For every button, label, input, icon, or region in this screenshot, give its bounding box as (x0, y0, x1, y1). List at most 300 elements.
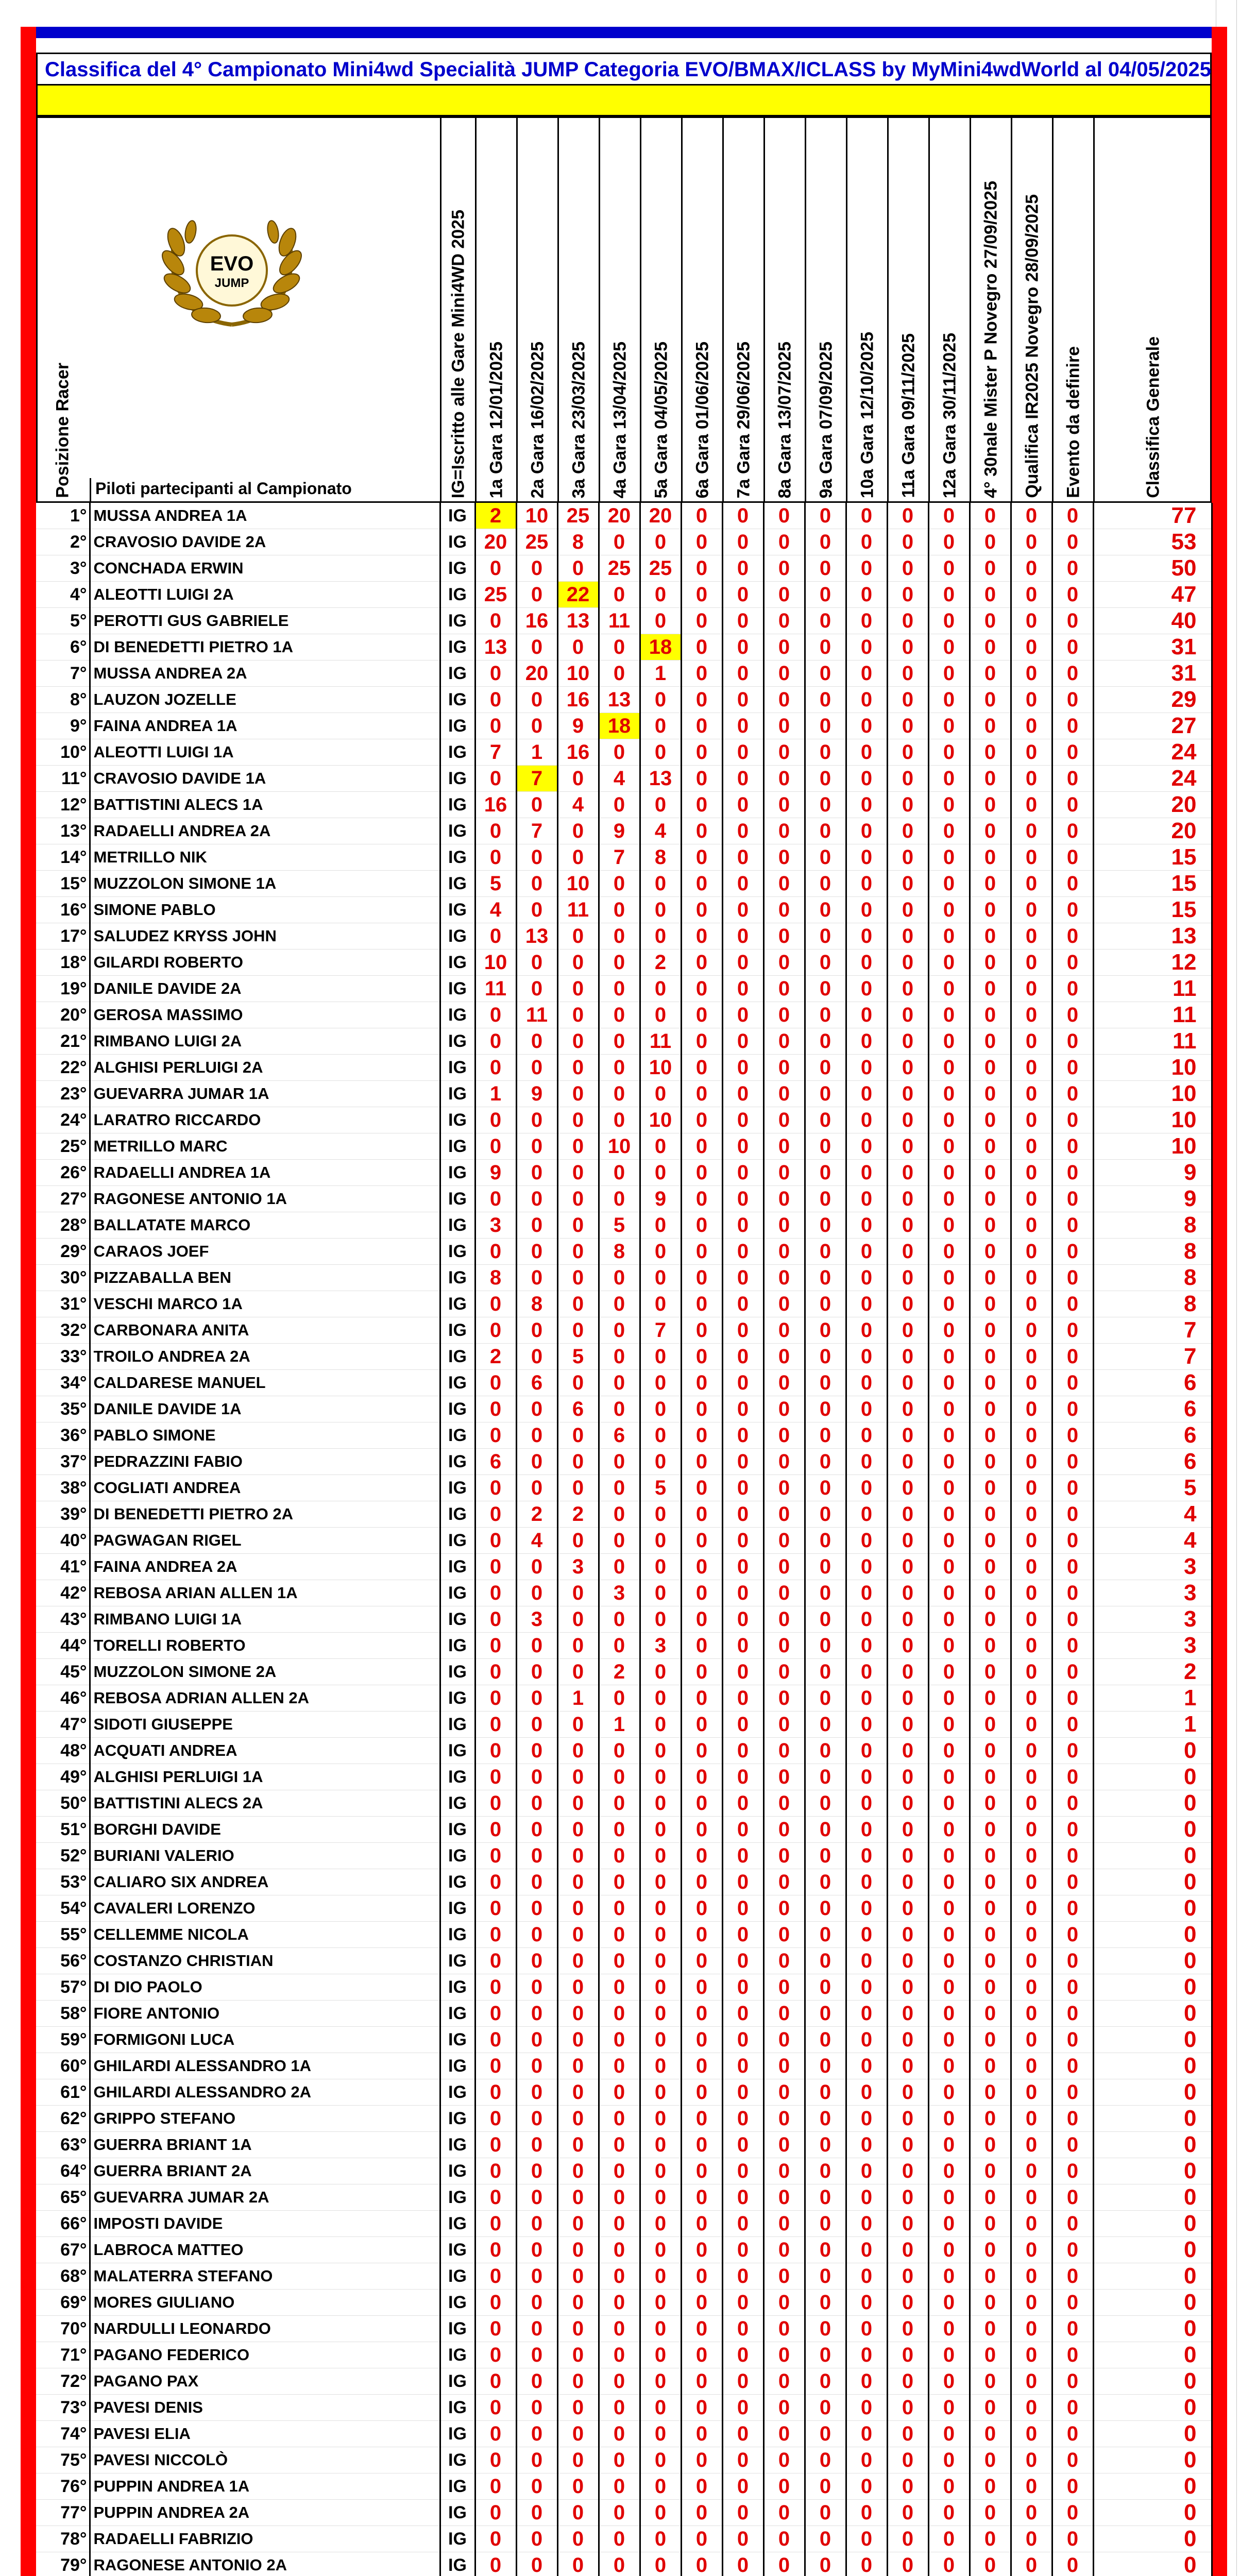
score-cell: 0 (475, 1659, 516, 1685)
score-cell: 0 (722, 2316, 763, 2342)
score-cell: 0 (970, 2526, 1011, 2552)
score-cell: 0 (805, 2158, 846, 2184)
score-cell: 0 (516, 2132, 557, 2158)
score-cell: 0 (557, 1212, 599, 1239)
pilot-name-cell: ALGHISI PERLUIGI 1A (90, 1764, 440, 1790)
score-cell: 0 (640, 923, 681, 950)
score-cell: 7 (599, 844, 640, 871)
pilot-name-cell: FAINA ANDREA 1A (90, 713, 440, 739)
ig-cell: IG (440, 2132, 475, 2158)
score-cell: 0 (722, 818, 763, 844)
score-cell: 0 (557, 1817, 599, 1843)
score-cell: 0 (722, 1764, 763, 1790)
score-cell: 0 (640, 1133, 681, 1160)
position-cell: 34° (36, 1370, 90, 1396)
score-cell: 0 (846, 2263, 887, 2290)
score-cell: 0 (681, 713, 722, 739)
position-cell: 65° (36, 2184, 90, 2211)
table-row (36, 844, 1212, 871)
score-cell: 0 (1052, 1790, 1093, 1817)
score-cell: 0 (516, 1869, 557, 1895)
score-cell: 1 (557, 1685, 599, 1711)
total-cell: 0 (1093, 2158, 1212, 2184)
pilot-name-cell: PAVESI ELIA (90, 2421, 440, 2447)
score-cell: 0 (599, 1028, 640, 1055)
score-cell: 0 (805, 1738, 846, 1764)
position-cell: 6° (36, 634, 90, 660)
header-race-5-label: 5a Gara 04/05/2025 (651, 341, 671, 498)
score-cell: 0 (887, 2132, 928, 2158)
score-cell: 0 (846, 950, 887, 976)
ig-cell: IG (440, 2053, 475, 2079)
score-cell: 0 (805, 2368, 846, 2395)
ig-cell: IG (440, 818, 475, 844)
table-row (36, 1239, 1212, 1265)
score-cell: 0 (805, 555, 846, 582)
score-cell: 0 (970, 2552, 1011, 2576)
ig-cell: IG (440, 1317, 475, 1344)
score-cell: 0 (928, 1528, 970, 1554)
score-cell: 0 (970, 1948, 1011, 1974)
score-cell: 13 (640, 766, 681, 792)
score-cell: 0 (516, 1843, 557, 1869)
score-cell: 0 (928, 2237, 970, 2263)
score-cell: 0 (928, 2053, 970, 2079)
score-cell: 0 (557, 1922, 599, 1948)
score-cell: 0 (970, 2447, 1011, 2473)
table-row (36, 976, 1212, 1002)
table-row (36, 2211, 1212, 2237)
score-cell: 0 (599, 950, 640, 976)
total-cell: 0 (1093, 2447, 1212, 2473)
position-cell: 29° (36, 1239, 90, 1265)
table-row (36, 687, 1212, 713)
total-cell: 2 (1093, 1659, 1212, 1685)
ig-cell: IG (440, 1449, 475, 1475)
score-cell: 1 (475, 1081, 516, 1107)
score-cell: 0 (681, 1370, 722, 1396)
score-cell: 0 (1011, 2001, 1052, 2027)
total-cell: 50 (1093, 555, 1212, 582)
score-cell: 0 (1011, 1133, 1052, 1160)
score-cell: 0 (846, 1212, 887, 1239)
score-cell: 0 (599, 1790, 640, 1817)
score-cell: 0 (475, 1396, 516, 1422)
score-cell: 9 (557, 713, 599, 739)
score-cell: 0 (516, 1265, 557, 1291)
score-cell: 0 (846, 1133, 887, 1160)
position-cell: 70° (36, 2316, 90, 2342)
score-cell: 0 (805, 950, 846, 976)
position-cell: 11° (36, 766, 90, 792)
score-cell: 0 (846, 1475, 887, 1501)
position-cell: 43° (36, 1606, 90, 1633)
pilot-name-cell: GEROSA MASSIMO (90, 1002, 440, 1028)
score-cell: 0 (516, 2526, 557, 2552)
score-cell: 8 (640, 844, 681, 871)
total-cell: 12 (1093, 950, 1212, 976)
score-cell: 0 (516, 1790, 557, 1817)
table-row (36, 1948, 1212, 1974)
pilot-name-cell: RADAELLI ANDREA 2A (90, 818, 440, 844)
score-cell: 0 (557, 1869, 599, 1895)
score-cell: 0 (928, 529, 970, 555)
score-cell: 0 (1011, 1948, 1052, 1974)
score-cell: 0 (763, 871, 805, 897)
score-cell: 0 (681, 1869, 722, 1895)
pilot-name-cell: PAVESI DENIS (90, 2395, 440, 2421)
ig-cell: IG (440, 1922, 475, 1948)
score-cell: 1 (640, 660, 681, 687)
score-cell: 5 (599, 1212, 640, 1239)
score-cell: 0 (475, 2027, 516, 2053)
score-cell: 0 (846, 503, 887, 529)
pilot-name-cell: RIMBANO LUIGI 2A (90, 1028, 440, 1055)
score-cell: 0 (1052, 1186, 1093, 1212)
score-cell: 0 (887, 1659, 928, 1685)
total-cell: 24 (1093, 766, 1212, 792)
score-cell: 0 (887, 2316, 928, 2342)
ig-cell: IG (440, 1501, 475, 1528)
score-cell: 0 (681, 1580, 722, 1606)
score-cell: 0 (763, 687, 805, 713)
score-cell: 0 (722, 608, 763, 634)
score-cell: 0 (640, 1580, 681, 1606)
score-cell: 0 (516, 713, 557, 739)
score-cell: 0 (640, 529, 681, 555)
ig-cell: IG (440, 976, 475, 1002)
score-cell: 0 (1052, 1974, 1093, 2001)
score-cell: 0 (1052, 897, 1093, 923)
score-cell: 0 (887, 555, 928, 582)
score-cell: 0 (763, 1028, 805, 1055)
score-cell: 0 (516, 2001, 557, 2027)
header-race-13-label: 4° 30nale Mister P Novegro 27/09/2025 (981, 181, 1000, 498)
score-cell: 0 (722, 2526, 763, 2552)
score-cell: 0 (722, 1028, 763, 1055)
score-cell: 16 (516, 608, 557, 634)
score-cell: 0 (846, 2290, 887, 2316)
score-cell: 0 (928, 1449, 970, 1475)
score-cell: 0 (516, 2079, 557, 2106)
score-cell: 0 (928, 634, 970, 660)
score-cell: 11 (475, 976, 516, 1002)
score-cell: 0 (599, 923, 640, 950)
ig-cell: IG (440, 1239, 475, 1265)
score-cell: 0 (640, 2132, 681, 2158)
score-cell: 2 (640, 950, 681, 976)
score-cell: 0 (722, 1948, 763, 1974)
score-cell: 0 (763, 1685, 805, 1711)
score-cell: 0 (1011, 1344, 1052, 1370)
score-cell: 10 (516, 503, 557, 529)
score-cell: 0 (846, 2211, 887, 2237)
position-cell: 69° (36, 2290, 90, 2316)
score-cell: 0 (1011, 766, 1052, 792)
score-cell: 0 (928, 555, 970, 582)
score-cell: 0 (887, 529, 928, 555)
score-cell: 0 (722, 2053, 763, 2079)
pilot-name-cell: CALIARO SIX ANDREA (90, 1869, 440, 1895)
score-cell: 0 (475, 2263, 516, 2290)
score-cell: 0 (475, 2342, 516, 2368)
total-cell: 0 (1093, 1817, 1212, 1843)
total-cell: 0 (1093, 2106, 1212, 2132)
score-cell: 0 (475, 1764, 516, 1790)
score-cell: 0 (805, 2211, 846, 2237)
position-cell: 76° (36, 2473, 90, 2500)
score-cell: 0 (599, 1449, 640, 1475)
score-cell: 0 (640, 1002, 681, 1028)
score-cell: 0 (887, 1055, 928, 1081)
score-cell: 0 (846, 1764, 887, 1790)
table-row (36, 2316, 1212, 2342)
total-cell: 3 (1093, 1606, 1212, 1633)
score-cell: 0 (970, 1606, 1011, 1633)
header-race-12 (928, 117, 970, 501)
score-cell: 0 (887, 923, 928, 950)
score-cell: 0 (928, 1501, 970, 1528)
score-cell: 0 (887, 2500, 928, 2526)
pilot-name-cell: PAGWAGAN RIGEL (90, 1528, 440, 1554)
ig-cell: IG (440, 1212, 475, 1239)
score-cell: 0 (475, 1711, 516, 1738)
score-cell: 0 (475, 608, 516, 634)
score-cell: 0 (557, 1239, 599, 1265)
score-cell: 0 (681, 2211, 722, 2237)
pilot-name-cell: VESCHI MARCO 1A (90, 1291, 440, 1317)
total-cell: 0 (1093, 1922, 1212, 1948)
score-cell: 0 (599, 1107, 640, 1133)
score-cell: 0 (846, 897, 887, 923)
score-cell: 0 (1052, 1344, 1093, 1370)
ig-cell: IG (440, 2158, 475, 2184)
total-cell: 9 (1093, 1160, 1212, 1186)
total-cell: 0 (1093, 2421, 1212, 2447)
score-cell: 0 (970, 1869, 1011, 1895)
pilot-name-cell: PAVESI NICCOLÒ (90, 2447, 440, 2473)
score-cell: 0 (681, 818, 722, 844)
score-cell: 0 (805, 1370, 846, 1396)
score-cell: 0 (763, 950, 805, 976)
header-race-2 (516, 117, 557, 501)
score-cell: 0 (722, 1843, 763, 1869)
score-cell: 6 (599, 1422, 640, 1449)
score-cell: 0 (722, 1659, 763, 1685)
position-cell: 30° (36, 1265, 90, 1291)
pilot-name-cell: RAGONESE ANTONIO 1A (90, 1186, 440, 1212)
score-cell: 0 (475, 1922, 516, 1948)
score-cell: 0 (681, 1291, 722, 1317)
score-cell: 11 (599, 608, 640, 634)
pilot-name-cell: NARDULLI LEONARDO (90, 2316, 440, 2342)
score-cell: 0 (928, 1659, 970, 1685)
score-cell: 3 (599, 1580, 640, 1606)
score-cell: 0 (970, 1501, 1011, 1528)
score-cell: 0 (846, 1344, 887, 1370)
score-cell: 0 (887, 1633, 928, 1659)
score-cell: 0 (763, 844, 805, 871)
score-cell: 0 (599, 1186, 640, 1212)
score-cell: 0 (928, 2473, 970, 2500)
score-cell: 0 (599, 2552, 640, 2576)
score-cell: 0 (599, 1633, 640, 1659)
score-cell: 0 (970, 608, 1011, 634)
score-cell: 0 (640, 1869, 681, 1895)
score-cell: 0 (640, 2290, 681, 2316)
position-cell: 56° (36, 1948, 90, 1974)
ig-cell: IG (440, 2316, 475, 2342)
score-cell: 0 (970, 2290, 1011, 2316)
total-cell: 40 (1093, 608, 1212, 634)
score-cell: 0 (763, 1422, 805, 1449)
score-cell: 0 (928, 950, 970, 976)
score-cell: 0 (681, 1081, 722, 1107)
pilot-name-cell: BORGHI DAVIDE (90, 1817, 440, 1843)
score-cell: 0 (763, 1528, 805, 1554)
score-cell: 0 (557, 1160, 599, 1186)
position-cell: 14° (36, 844, 90, 871)
score-cell: 0 (722, 634, 763, 660)
score-cell: 13 (599, 687, 640, 713)
score-cell: 0 (557, 2526, 599, 2552)
score-cell: 0 (475, 2368, 516, 2395)
score-cell: 0 (599, 871, 640, 897)
score-cell: 0 (722, 687, 763, 713)
score-cell: 0 (1011, 923, 1052, 950)
score-cell: 0 (887, 2001, 928, 2027)
score-cell: 0 (475, 1738, 516, 1764)
header-race-3 (557, 117, 599, 501)
score-cell: 0 (805, 634, 846, 660)
score-cell: 0 (557, 950, 599, 976)
position-cell: 52° (36, 1843, 90, 1869)
score-cell: 0 (763, 2237, 805, 2263)
score-cell: 0 (640, 2001, 681, 2027)
score-cell: 0 (640, 687, 681, 713)
score-cell: 0 (805, 871, 846, 897)
frame-right-red (1212, 27, 1227, 2576)
table-row (36, 503, 1212, 529)
score-cell: 0 (475, 1186, 516, 1212)
score-cell: 0 (763, 2368, 805, 2395)
score-cell: 0 (475, 660, 516, 687)
pilot-name-cell: GHILARDI ALESSANDRO 2A (90, 2079, 440, 2106)
table-row (36, 1449, 1212, 1475)
score-cell: 0 (1052, 529, 1093, 555)
score-cell: 0 (1011, 1711, 1052, 1738)
score-cell: 7 (475, 739, 516, 766)
pilot-name-cell: SIDOTI GIUSEPPE (90, 1711, 440, 1738)
table-row (36, 2290, 1212, 2316)
score-cell: 0 (846, 2184, 887, 2211)
score-cell: 0 (557, 555, 599, 582)
score-cell: 0 (928, 1738, 970, 1764)
score-cell: 0 (722, 2290, 763, 2316)
ig-cell: IG (440, 1370, 475, 1396)
score-cell: 0 (887, 2263, 928, 2290)
score-cell: 3 (475, 1212, 516, 1239)
score-cell: 0 (846, 2368, 887, 2395)
score-cell: 0 (516, 1055, 557, 1081)
ig-cell: IG (440, 2263, 475, 2290)
pilot-name-cell: GRIPPO STEFANO (90, 2106, 440, 2132)
table-row (36, 1081, 1212, 1107)
position-cell: 35° (36, 1396, 90, 1422)
score-cell: 0 (928, 2079, 970, 2106)
ig-cell: IG (440, 950, 475, 976)
score-cell: 0 (805, 1817, 846, 1843)
score-cell: 0 (970, 1895, 1011, 1922)
score-cell: 0 (887, 1869, 928, 1895)
score-cell: 0 (887, 1711, 928, 1738)
score-cell: 0 (846, 871, 887, 897)
score-cell: 0 (599, 1055, 640, 1081)
score-cell: 0 (928, 766, 970, 792)
score-cell: 0 (1052, 2290, 1093, 2316)
score-cell: 0 (846, 1160, 887, 1186)
score-cell: 0 (1011, 1396, 1052, 1422)
ig-cell: IG (440, 1055, 475, 1081)
score-cell: 0 (599, 1317, 640, 1344)
header-position (36, 117, 90, 501)
total-cell: 31 (1093, 660, 1212, 687)
score-cell: 0 (763, 2184, 805, 2211)
score-cell: 0 (846, 976, 887, 1002)
pilot-name-cell: SIMONE PABLO (90, 897, 440, 923)
position-cell: 46° (36, 1685, 90, 1711)
score-cell: 0 (887, 1922, 928, 1948)
score-cell: 0 (1052, 1370, 1093, 1396)
score-cell: 0 (928, 1160, 970, 1186)
score-cell: 0 (722, 2368, 763, 2395)
score-cell: 0 (722, 713, 763, 739)
table-row (36, 2158, 1212, 2184)
position-cell: 49° (36, 1764, 90, 1790)
score-cell: 0 (1052, 1922, 1093, 1948)
score-cell: 0 (640, 2316, 681, 2342)
score-cell: 0 (763, 1790, 805, 1817)
table-row (36, 1501, 1212, 1528)
score-cell: 0 (763, 1895, 805, 1922)
position-cell: 26° (36, 1160, 90, 1186)
score-cell: 0 (681, 634, 722, 660)
score-cell: 0 (1011, 1685, 1052, 1711)
total-cell: 0 (1093, 1764, 1212, 1790)
score-cell: 0 (599, 2421, 640, 2447)
table-row (36, 1055, 1212, 1081)
score-cell: 0 (599, 1501, 640, 1528)
score-cell: 0 (516, 2211, 557, 2237)
pilot-name-cell: GILARDI ROBERTO (90, 950, 440, 976)
score-cell: 0 (475, 1974, 516, 2001)
score-cell: 0 (1011, 739, 1052, 766)
header-race-9-label: 9a Gara 07/09/2025 (816, 341, 836, 498)
ig-cell: IG (440, 634, 475, 660)
score-cell: 0 (970, 923, 1011, 950)
table-row (36, 2421, 1212, 2447)
score-cell: 0 (681, 844, 722, 871)
score-cell: 8 (599, 1239, 640, 1265)
score-cell: 0 (1011, 2079, 1052, 2106)
total-cell: 3 (1093, 1633, 1212, 1659)
table-row (36, 1974, 1212, 2001)
score-cell: 0 (516, 844, 557, 871)
score-cell: 0 (557, 1422, 599, 1449)
pilot-name-cell: DI BENEDETTI PIETRO 2A (90, 1501, 440, 1528)
score-cell: 0 (1052, 2237, 1093, 2263)
score-cell: 0 (516, 1422, 557, 1449)
